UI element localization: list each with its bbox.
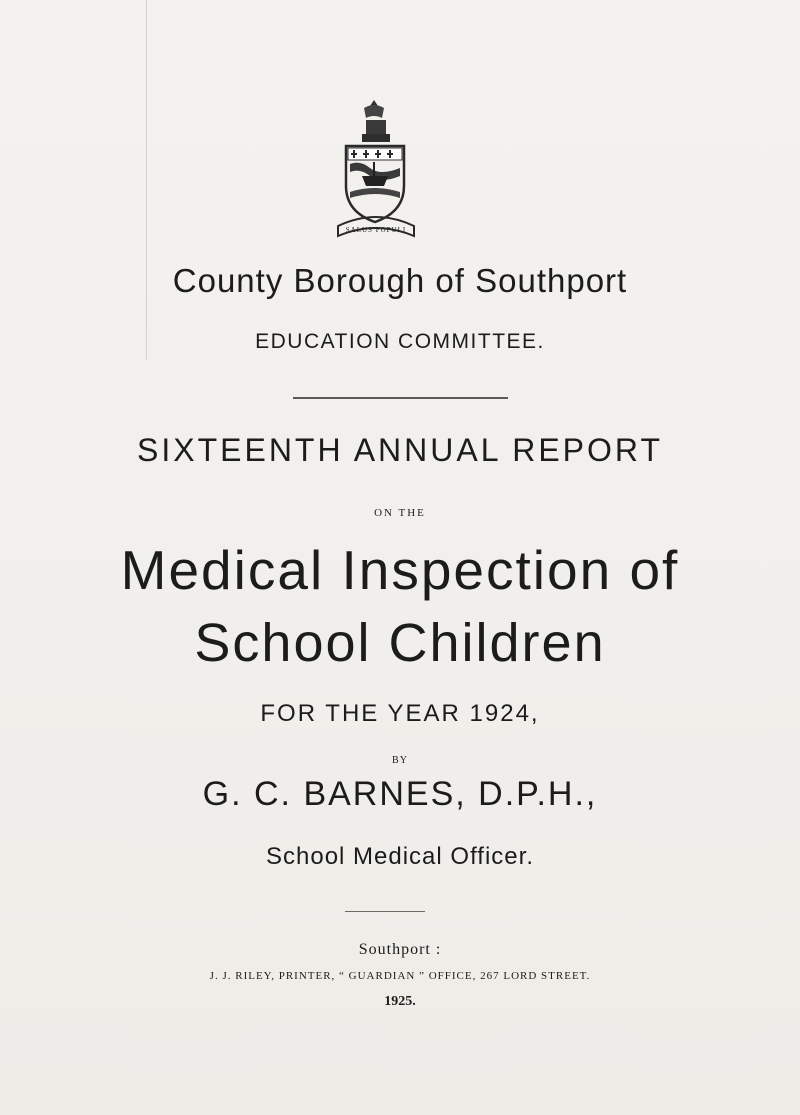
imprint-printer: J. J. RILEY, PRINTER, “ GUARDIAN ” OFFICE, 267 LORD STREET.	[209, 970, 591, 982]
divider-rule	[293, 397, 508, 399]
subject-line-2: School Children	[194, 613, 606, 673]
imprint-year: 1925.	[384, 994, 416, 1009]
imprint-place: Southport :	[358, 941, 442, 958]
year-line: FOR THE YEAR 1924,	[260, 700, 540, 727]
borough-title: County Borough of Southport	[172, 262, 628, 299]
report-title: SIXTEENTH ANNUAL REPORT	[137, 432, 663, 468]
author-name: G. C. BARNES, D.P.H.,	[202, 775, 598, 813]
by-label: BY	[392, 755, 408, 766]
svg-text:SALUS POPULI: SALUS POPULI	[345, 226, 407, 234]
subject-line-1: Medical Inspection of	[120, 539, 680, 601]
page-fold-mark	[146, 0, 147, 360]
borough-crest-emblem	[336, 98, 416, 248]
committee-title: EDUCATION COMMITTEE.	[255, 330, 545, 353]
author-role: School Medical Officer.	[265, 843, 534, 870]
on-the-label: ON THE	[374, 507, 426, 519]
divider-rule-short	[345, 911, 425, 912]
